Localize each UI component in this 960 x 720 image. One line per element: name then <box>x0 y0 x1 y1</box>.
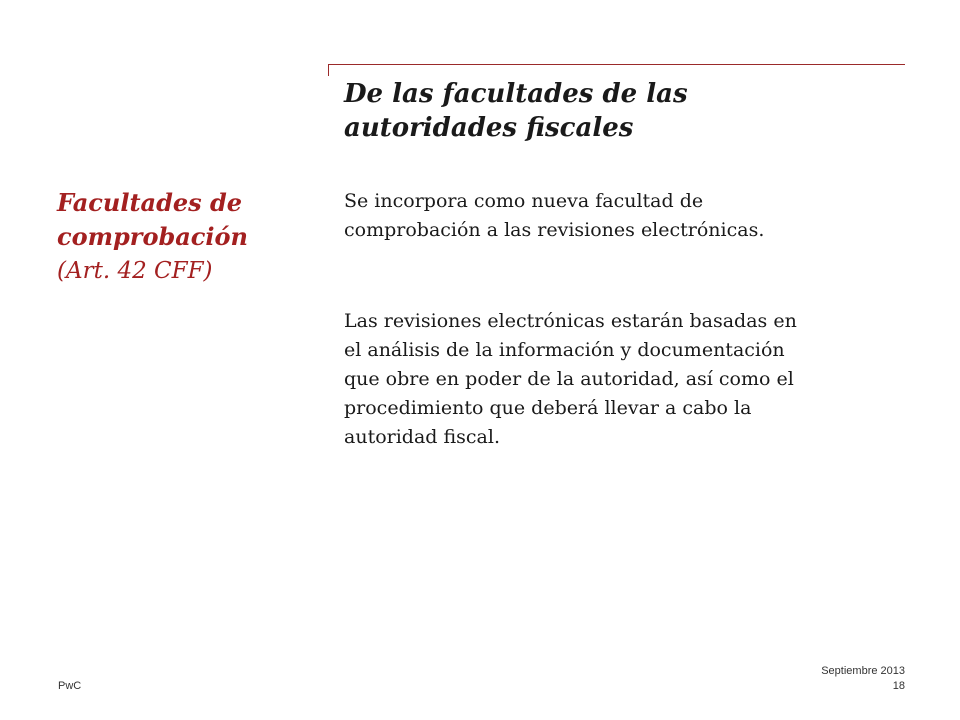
paragraph-2 <box>344 307 904 452</box>
top-rule <box>328 64 905 65</box>
heading-line-2: autoridades fiscales <box>344 113 634 143</box>
paragraph-2-line-5: autoridad fiscal. <box>344 426 500 448</box>
top-rule-tick <box>328 64 329 76</box>
article-reference: (Art. 42 CFF) <box>57 258 213 284</box>
section-title <box>57 186 317 288</box>
paragraph-2-line-4: procedimiento que deberá llevar a cabo la <box>344 397 752 419</box>
paragraph-1-line-2: comprobación a las revisiones electrónicas. <box>344 219 765 241</box>
section-title-line-1: Facultades de <box>57 188 243 217</box>
footer-meta <box>821 664 905 694</box>
section-title-line-2: comprobación <box>57 222 248 251</box>
page-number: 18 <box>892 680 905 692</box>
footer-date: Septiembre 2013 <box>821 665 905 677</box>
paragraph-2-line-1: Las revisiones electrónicas estarán basadas en <box>344 310 797 332</box>
footer-brand: PwC <box>58 680 82 692</box>
paragraph-2-line-2: el análisis de la información y documentación <box>344 339 785 361</box>
paragraph-1-line-1: Se incorpora como nueva facultad de <box>344 190 704 212</box>
heading-line-1: De las facultades de las <box>344 79 688 109</box>
paragraph-1 <box>344 187 904 245</box>
slide-heading <box>344 77 884 145</box>
paragraph-2-line-3: que obre en poder de la autoridad, así como el <box>344 368 794 390</box>
